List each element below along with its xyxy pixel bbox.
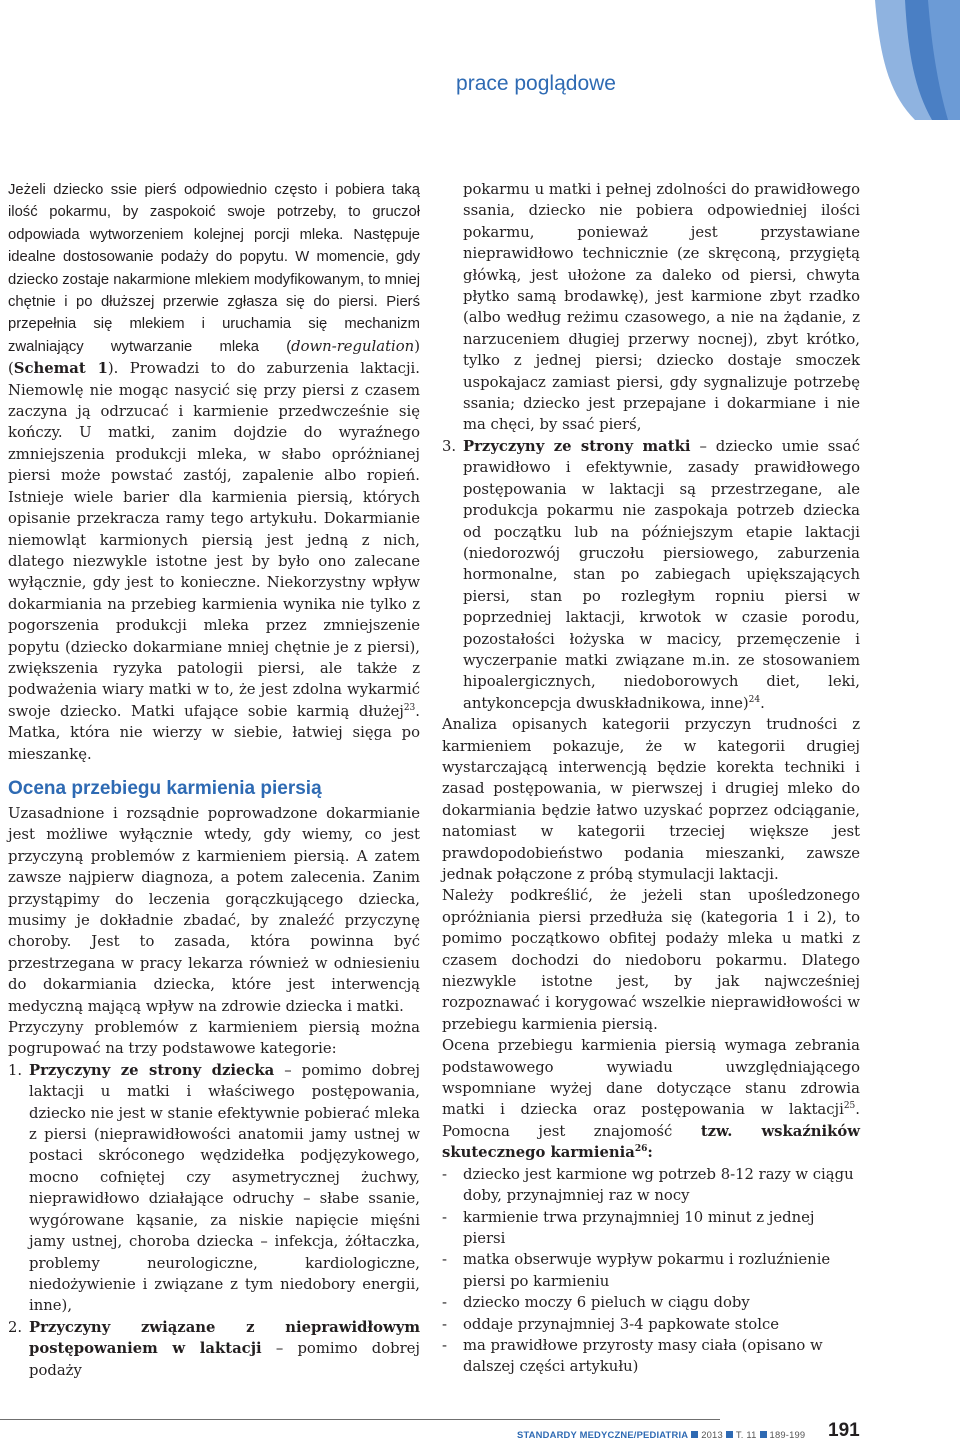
list-item-1: 1. Przyczyny ze strony dziecka – pomimo dobrej laktacji u matki i właściwego postępowania, dziecko nie jest w stanie efektywnie pobierać mleka z piersi (nieprawidłowości anatomii jamy ustnej w postaci skróconego wędzidełka podjęzykowego, mocno cofniętej czy asymetrycznej żuchwy, nieprawidłowo działające odruchy – słabe ssanie, wygórowane kąsanie, za niskie napięcie mięśni jamy ustnej, choroba dziecka – infekcja, żółtaczka, problemy neurologiczne, kardiologiczne, niedożywienie i związane z tym niedobory energii, inne),: [8, 1061, 420, 1315]
paragraph-analysis: Analiza opisanych kategorii przyczyn trudności z karmieniem pokazuje, że w kategorii drugiej wystarczającą interwencją będzie korekta techniki i zasad postępowania, w pierwszej i drugiej mleko do dokarmiania będzie łatwo uzyskać poprzez odciąganie, natomiast w kategorii trzeciej większe jest prawdopodobieństwo podania mieszanki, zawsze jednak połączone z próbą stymulacji laktacji.: [442, 716, 860, 883]
list-item-2: 2. Przyczyny związane z nieprawidłowym postępowaniem w laktacji – pomimo dobrej podaży: [8, 1318, 420, 1379]
page-footer: [0, 1416, 960, 1443]
section-label-wrap: [0, 72, 960, 96]
journal-info: [517, 1429, 805, 1440]
square-icon: [760, 1431, 767, 1438]
right-column: [442, 179, 860, 1378]
list-item-2-continued: pokarmu u matki i pełnej zdolności do prawidłowego ssania, dziecko nie pobiera odpowiedniej ilości pokarmu, ponieważ jest przystawiane nieprawidłowo technicznie (ze skręconą, przygiętą główką, jest ułożone za daleko od piersi, chwyta płytko samą brodawkę), jest karmione zbyt rzadko (albo według reżimu czasowego, a nie na żądanie, z narzuceniem długiej przerwy nocnej), zbyt krótko, tylko z jednej piersi; dziecko dostaje smoczek uspokajacz zamiast piersi, gdy sygnalizuje potrzebę ssania; dziecko jest przepajane i dokarmiane i nie ma chęci, by ssać pierś,: [463, 181, 860, 434]
section-heading: Ocena przebiegu karmienia piersią: [8, 777, 322, 799]
paragraph-emphasis: Należy podkreślić, że jeżeli stan upośledzonego opróżniania piersi przedłuża się (kategoria 1 i 2), to pomimo początkowo obfitej podaży mleka u matki z czasem dochodzi do niedoboru pokarmu. Dlatego niezwykle istotne jest, by jak najwcześniej rozpoznawać i korygować wszelkie nieprawidłowości w przebiegu karmienia piersią.: [442, 887, 860, 1033]
indicator-item: - ma prawidłowe przyrosty masy ciała (opisano w dalszej części artykułu): [442, 1336, 823, 1376]
journal-year: 2013: [701, 1429, 723, 1440]
paragraph-categories: Przyczyny problemów z karmieniem piersią można pogrupować na trzy podstawowe kategorie:: [8, 1019, 420, 1058]
left-column: [8, 179, 420, 1381]
page-number: 191: [828, 1420, 860, 1441]
corner-decoration: [820, 0, 960, 120]
indicator-item: - karmienie trwa przynajmniej 10 minut z jednej piersi: [442, 1208, 815, 1247]
indicator-list: [442, 1164, 860, 1378]
indicator-item: - oddaje przynajmniej 3-4 papkowate stolce: [442, 1315, 779, 1333]
section-label: prace poglądowe: [456, 72, 616, 95]
square-icon: [691, 1431, 698, 1438]
square-icon: [726, 1431, 733, 1438]
journal-name: STANDARDY MEDYCZNE/PEDIATRIA: [517, 1429, 689, 1440]
paragraph-evaluation: Ocena przebiegu karmienia piersią wymaga zebrania podstawowego wywiadu uwzględniającego wspomniane wyżej dane dotyczące stanu zdrowia matki i dziecka oraz postępowania w laktacji$^{25}$. Pomocna jest znajomość tzw. wskaźników skutecznego karmienia$^{26}$:: [442, 1037, 860, 1162]
journal-pages: 189-199: [769, 1429, 806, 1440]
paragraph-assessment: Uzasadnione i rozsądnie poprowadzone dokarmianie jest możliwe wyłącznie wtedy, gdy wiemy, co jest przyczyną problemów z karmieniem piersią. A zatem zawsze najpierw diagnoza, a potem zalecenia. Zanim przystąpimy do leczenia gorączkującego dziecka, musimy je dokładnie zbadać, by znaleźć przyczynę choroby. Jest to zasada, która powinna być przestrzegana w pracy lekarza również w odniesieniu do dokarmiania dziecka, które jest interwencją medyczną mającą wpływ na zdrowie dziecka i matki.: [8, 804, 420, 1015]
indicator-item: - dziecko jest karmione wg potrzeb 8-12 razy w ciągu doby, przynajmniej raz w nocy: [442, 1165, 854, 1205]
indicator-item: - dziecko moczy 6 pieluch w ciągu doby: [442, 1294, 750, 1312]
journal-volume: T. 11: [735, 1429, 757, 1440]
indicator-item: - matka obserwuje wypływ pokarmu i rozluźnienie piersi po karmieniu: [442, 1251, 831, 1290]
list-item-3: 3. Przyczyny ze strony matki – dziecko umie ssać prawidłowo i efektywnie, zasady prawidłowego postępowania w laktacji są przestrzegane, ale produkcja pokarmu nie zaspokaja potrzeb dziecka od początku lub na późniejszym etapie laktacji (niedorozwój gruczołu piersiowego, zaburzenia hormonalne, stan po zabiegach upiększających piersi, stan po rozległym ropniu piersi w poprzedniej laktacji, krwotok w czasie porodu, pozostałości łożyska w macicy, przemęczenie i wyczerpanie matki związane m.in. ze stosowaniem hipoalergicznych, niedoborowych diet, leki, antykoncepcja dwuskładnikowa, inne)$^{24}$.: [442, 437, 860, 712]
footer-rule: [0, 1419, 720, 1420]
paragraph-intro: Jeżeli dziecko ssie pierś odpowiednio często i pobiera taką ilość pokarmu, by zaspokoić swoje potrzeby, to gruczoł odpowiada wytworzeniem kolejnej porcji mleka. Następuje idealne dostosowanie podaży do popytu. W momencie, gdy dziecko zostaje nakarmione mlekiem modyfikowanym, to mniej chętnie i po dłuższej przerwie zgłasza się do piersi. Pierś przepełnia się mlekiem i uruchamia się mechanizm zwalniający wytwarzanie mleka (down-regulation) (Schemat 1). Prowadzi to do zaburzenia laktacji. Niemowlę nie mogąc nasycić się przy piersi z czasem zaczyna ją odrzucać i karmienie przedwcześnie się kończy. U matki, zanim dojdzie do wyraźnego zmniejszenia produkcji mleka, w słabo opróżnianej piersi może powstać zastój, zapalenie albo ropień. Istnieje wiele barier dla karmienia piersią, których opisanie przekracza ramy tego artykułu. Dokarmianie niemowląt karmionych piersią jest jedną z nich, dlatego niezwykle istotne jest by było ono zalecane wyłącznie, gdy jest to konieczne. Niekorzystny wpływ dokarmiania na przebieg karmienia wynika nie tylko z pogorszenia produkcji mleka przez zmniejszenie popytu (dziecko dokarmiane mniej chętnie je z piersi), zwiększenia ryzyka patologii piersi, ale także z podważenia wiary matki w to, że jest zdolna wykarmić swoje dziecko. Matki ufające sobie karmią dłużej$^{23}$. Matka, która nie wierzy w siebie, łatwiej sięga po mieszankę.: [8, 182, 421, 763]
